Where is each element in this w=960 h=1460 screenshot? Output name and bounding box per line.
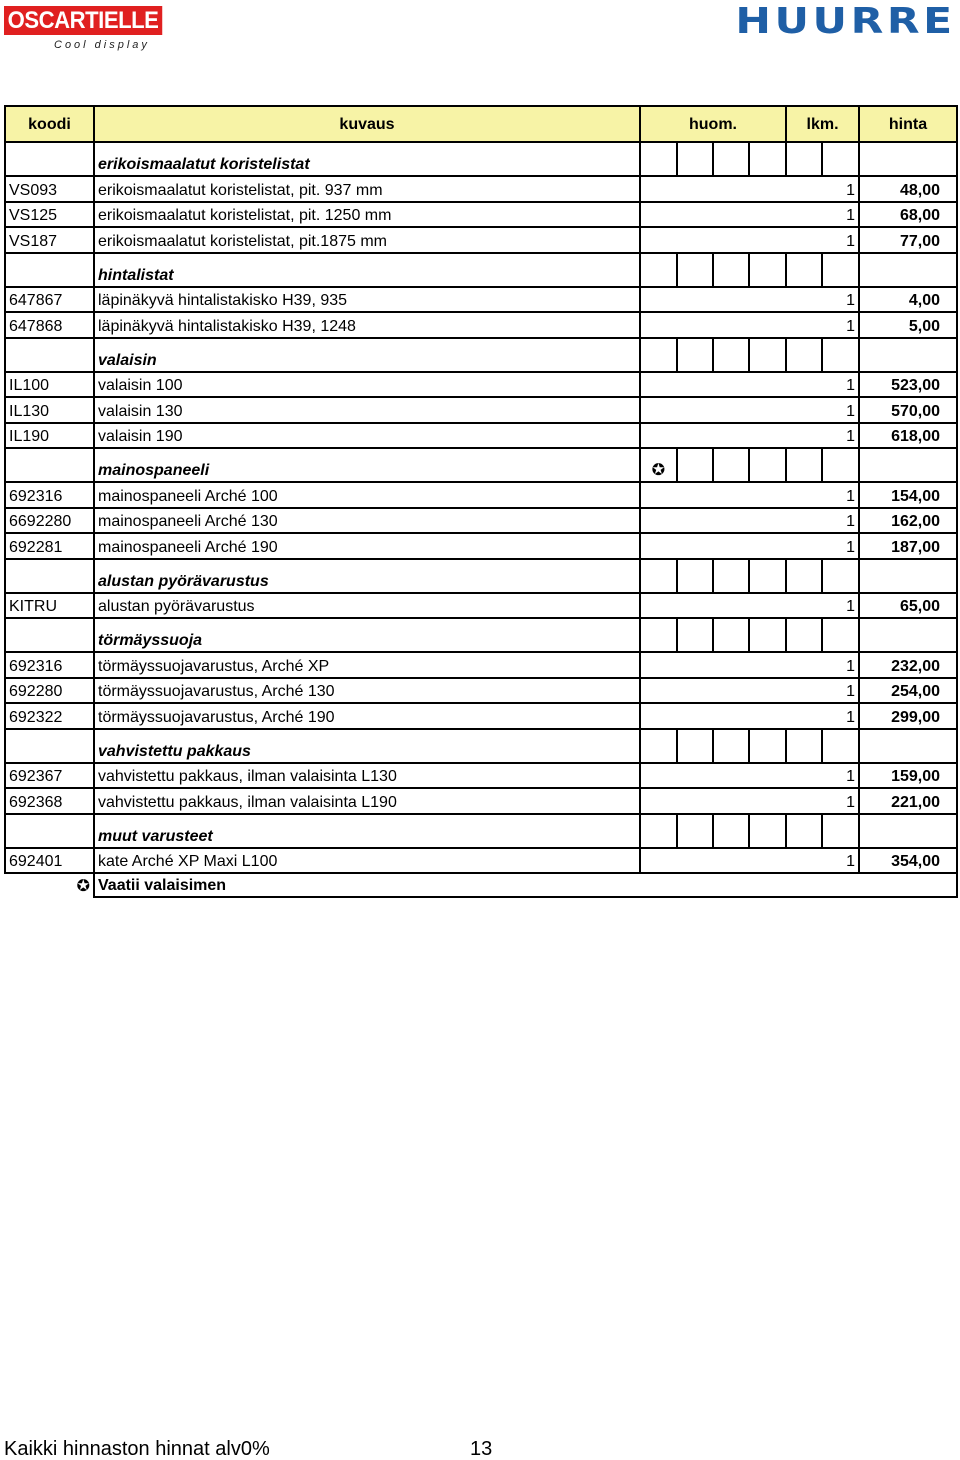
category-row: [5, 618, 957, 652]
table-row: [5, 287, 957, 313]
note-row: [5, 873, 957, 897]
item-description: vahvistettu pakkaus, ilman valaisinta L190: [94, 788, 640, 814]
item-qty: 1: [640, 508, 859, 534]
huom-mark: [640, 338, 677, 372]
table-row: [5, 652, 957, 678]
note-text: Vaatii valaisimen: [94, 873, 957, 897]
empty-cell: [749, 814, 786, 848]
table-row: [5, 763, 957, 789]
empty-cell: [713, 142, 749, 176]
category-price-cell: [859, 618, 957, 652]
col-header-kuvaus: kuvaus: [94, 106, 640, 142]
empty-cell: [822, 338, 859, 372]
item-qty: 1: [640, 848, 859, 874]
empty-cell: [677, 729, 713, 763]
item-price: 68,00: [859, 202, 957, 228]
item-qty: 1: [640, 312, 859, 338]
category-code-cell: [5, 729, 94, 763]
empty-cell: [713, 814, 749, 848]
category-code-cell: [5, 618, 94, 652]
item-description: mainospaneeli Arché 130: [94, 508, 640, 534]
category-title: muut varusteet: [94, 814, 640, 848]
oscartielle-tagline: Cool display: [54, 39, 150, 51]
price-table: [4, 105, 958, 898]
huom-mark: [640, 559, 677, 593]
item-code: IL130: [5, 397, 94, 423]
empty-cell: [749, 253, 786, 287]
table-row: [5, 508, 957, 534]
item-code: 692368: [5, 788, 94, 814]
huom-mark: [640, 729, 677, 763]
category-code-cell: [5, 559, 94, 593]
empty-cell: [822, 448, 859, 482]
category-title: alustan pyörävarustus: [94, 559, 640, 593]
item-description: vahvistettu pakkaus, ilman valaisinta L130: [94, 763, 640, 789]
item-code: IL100: [5, 372, 94, 398]
item-code: KITRU: [5, 593, 94, 619]
empty-cell: [822, 618, 859, 652]
table-row: [5, 312, 957, 338]
empty-cell: [749, 338, 786, 372]
item-price: 159,00: [859, 763, 957, 789]
item-code: IL190: [5, 423, 94, 449]
table-row: [5, 848, 957, 874]
huom-mark: [640, 814, 677, 848]
note-mark-icon: ✪: [76, 878, 90, 895]
item-code: 692316: [5, 482, 94, 508]
category-code-cell: [5, 814, 94, 848]
category-price-cell: [859, 448, 957, 482]
item-qty: 1: [640, 652, 859, 678]
item-description: mainospaneeli Arché 190: [94, 533, 640, 559]
table-header-row: [5, 106, 957, 142]
empty-cell: [713, 729, 749, 763]
table-row: [5, 482, 957, 508]
item-price: 232,00: [859, 652, 957, 678]
item-qty: 1: [640, 227, 859, 253]
empty-cell: [713, 618, 749, 652]
table-row: [5, 372, 957, 398]
item-description: kate Arché XP Maxi L100: [94, 848, 640, 874]
item-price: 162,00: [859, 508, 957, 534]
category-title: erikoismaalatut koristelistat: [94, 142, 640, 176]
table-row: [5, 397, 957, 423]
item-price: 187,00: [859, 533, 957, 559]
huom-mark: [640, 142, 677, 176]
category-code-cell: [5, 142, 94, 176]
empty-cell: [822, 559, 859, 593]
item-price: 65,00: [859, 593, 957, 619]
table-row: [5, 202, 957, 228]
item-code: 692281: [5, 533, 94, 559]
empty-cell: [677, 448, 713, 482]
item-qty: 1: [640, 482, 859, 508]
item-description: törmäyssuojavarustus, Arché 130: [94, 678, 640, 704]
item-description: erikoismaalatut koristelistat, pit. 937 mm: [94, 176, 640, 202]
item-price: 48,00: [859, 176, 957, 202]
item-description: erikoismaalatut koristelistat, pit. 1250 mm: [94, 202, 640, 228]
empty-cell: [786, 814, 822, 848]
empty-cell: [786, 559, 822, 593]
empty-cell: [822, 729, 859, 763]
category-row: [5, 448, 957, 482]
item-code: 647868: [5, 312, 94, 338]
category-code-cell: [5, 338, 94, 372]
huom-mark: [640, 618, 677, 652]
empty-cell: [749, 618, 786, 652]
oscartielle-logo-text: OSCARTIELLE: [4, 6, 162, 35]
col-header-hinta: hinta: [859, 106, 957, 142]
item-code: 692401: [5, 848, 94, 874]
empty-cell: [713, 338, 749, 372]
item-qty: 1: [640, 788, 859, 814]
empty-cell: [749, 559, 786, 593]
empty-cell: [786, 448, 822, 482]
item-price: 154,00: [859, 482, 957, 508]
category-title: hintalistat: [94, 253, 640, 287]
empty-cell: [677, 253, 713, 287]
oscartielle-logo: [4, 6, 164, 54]
item-description: mainospaneeli Arché 100: [94, 482, 640, 508]
huom-mark: ✪: [640, 448, 677, 482]
page-number: 13: [470, 1438, 493, 1460]
item-qty: 1: [640, 763, 859, 789]
empty-cell: [822, 142, 859, 176]
footer-vat-note: Kaikki hinnaston hinnat alv0%: [4, 1438, 270, 1460]
category-code-cell: [5, 448, 94, 482]
item-qty: 1: [640, 678, 859, 704]
empty-cell: [749, 142, 786, 176]
item-code: 692280: [5, 678, 94, 704]
empty-cell: [786, 142, 822, 176]
item-price: 221,00: [859, 788, 957, 814]
table-row: [5, 176, 957, 202]
item-code: 692367: [5, 763, 94, 789]
empty-cell: [677, 142, 713, 176]
item-qty: 1: [640, 397, 859, 423]
empty-cell: [713, 253, 749, 287]
item-description: valaisin 190: [94, 423, 640, 449]
category-title: valaisin: [94, 338, 640, 372]
item-qty: 1: [640, 202, 859, 228]
item-code: VS093: [5, 176, 94, 202]
item-qty: 1: [640, 176, 859, 202]
category-code-cell: [5, 253, 94, 287]
empty-cell: [749, 729, 786, 763]
item-code: 692322: [5, 703, 94, 729]
empty-cell: [713, 559, 749, 593]
empty-cell: [822, 253, 859, 287]
empty-cell: [786, 618, 822, 652]
item-price: 5,00: [859, 312, 957, 338]
col-header-lkm: lkm.: [786, 106, 859, 142]
category-row: [5, 338, 957, 372]
category-price-cell: [859, 142, 957, 176]
item-qty: 1: [640, 593, 859, 619]
huurre-logo: HUURRE: [735, 1, 956, 42]
table-row: [5, 593, 957, 619]
category-row: [5, 559, 957, 593]
category-row: [5, 814, 957, 848]
item-description: valaisin 100: [94, 372, 640, 398]
category-price-cell: [859, 253, 957, 287]
category-row: [5, 253, 957, 287]
item-code: 6692280: [5, 508, 94, 534]
item-qty: 1: [640, 533, 859, 559]
item-qty: 1: [640, 372, 859, 398]
table-row: [5, 423, 957, 449]
category-price-cell: [859, 559, 957, 593]
item-price: 299,00: [859, 703, 957, 729]
item-code: VS187: [5, 227, 94, 253]
category-title: mainospaneeli: [94, 448, 640, 482]
huom-mark: [640, 253, 677, 287]
col-header-huom: huom.: [640, 106, 786, 142]
item-code: 647867: [5, 287, 94, 313]
category-price-cell: [859, 338, 957, 372]
empty-cell: [677, 814, 713, 848]
empty-cell: [786, 338, 822, 372]
empty-cell: [749, 448, 786, 482]
empty-cell: [822, 814, 859, 848]
item-qty: 1: [640, 703, 859, 729]
item-description: läpinäkyvä hintalistakisko H39, 935: [94, 287, 640, 313]
table-row: [5, 227, 957, 253]
item-price: 254,00: [859, 678, 957, 704]
empty-cell: [786, 253, 822, 287]
table-row: [5, 533, 957, 559]
item-price: 77,00: [859, 227, 957, 253]
item-description: valaisin 130: [94, 397, 640, 423]
item-code: VS125: [5, 202, 94, 228]
empty-cell: [677, 618, 713, 652]
col-header-koodi: koodi: [5, 106, 94, 142]
item-qty: 1: [640, 287, 859, 313]
item-price: 618,00: [859, 423, 957, 449]
item-code: 692316: [5, 652, 94, 678]
item-description: törmäyssuojavarustus, Arché 190: [94, 703, 640, 729]
item-price: 570,00: [859, 397, 957, 423]
item-qty: 1: [640, 423, 859, 449]
item-description: läpinäkyvä hintalistakisko H39, 1248: [94, 312, 640, 338]
empty-cell: [786, 729, 822, 763]
category-price-cell: [859, 814, 957, 848]
table-row: [5, 678, 957, 704]
category-price-cell: [859, 729, 957, 763]
table-row: [5, 703, 957, 729]
item-price: 523,00: [859, 372, 957, 398]
item-description: alustan pyörävarustus: [94, 593, 640, 619]
empty-cell: [713, 448, 749, 482]
empty-cell: [677, 338, 713, 372]
category-row: [5, 729, 957, 763]
item-price: 354,00: [859, 848, 957, 874]
category-title: törmäyssuoja: [94, 618, 640, 652]
empty-cell: [677, 559, 713, 593]
category-title: vahvistettu pakkaus: [94, 729, 640, 763]
item-description: erikoismaalatut koristelistat, pit.1875 mm: [94, 227, 640, 253]
item-description: törmäyssuojavarustus, Arché XP: [94, 652, 640, 678]
category-row: [5, 142, 957, 176]
item-price: 4,00: [859, 287, 957, 313]
table-row: [5, 788, 957, 814]
